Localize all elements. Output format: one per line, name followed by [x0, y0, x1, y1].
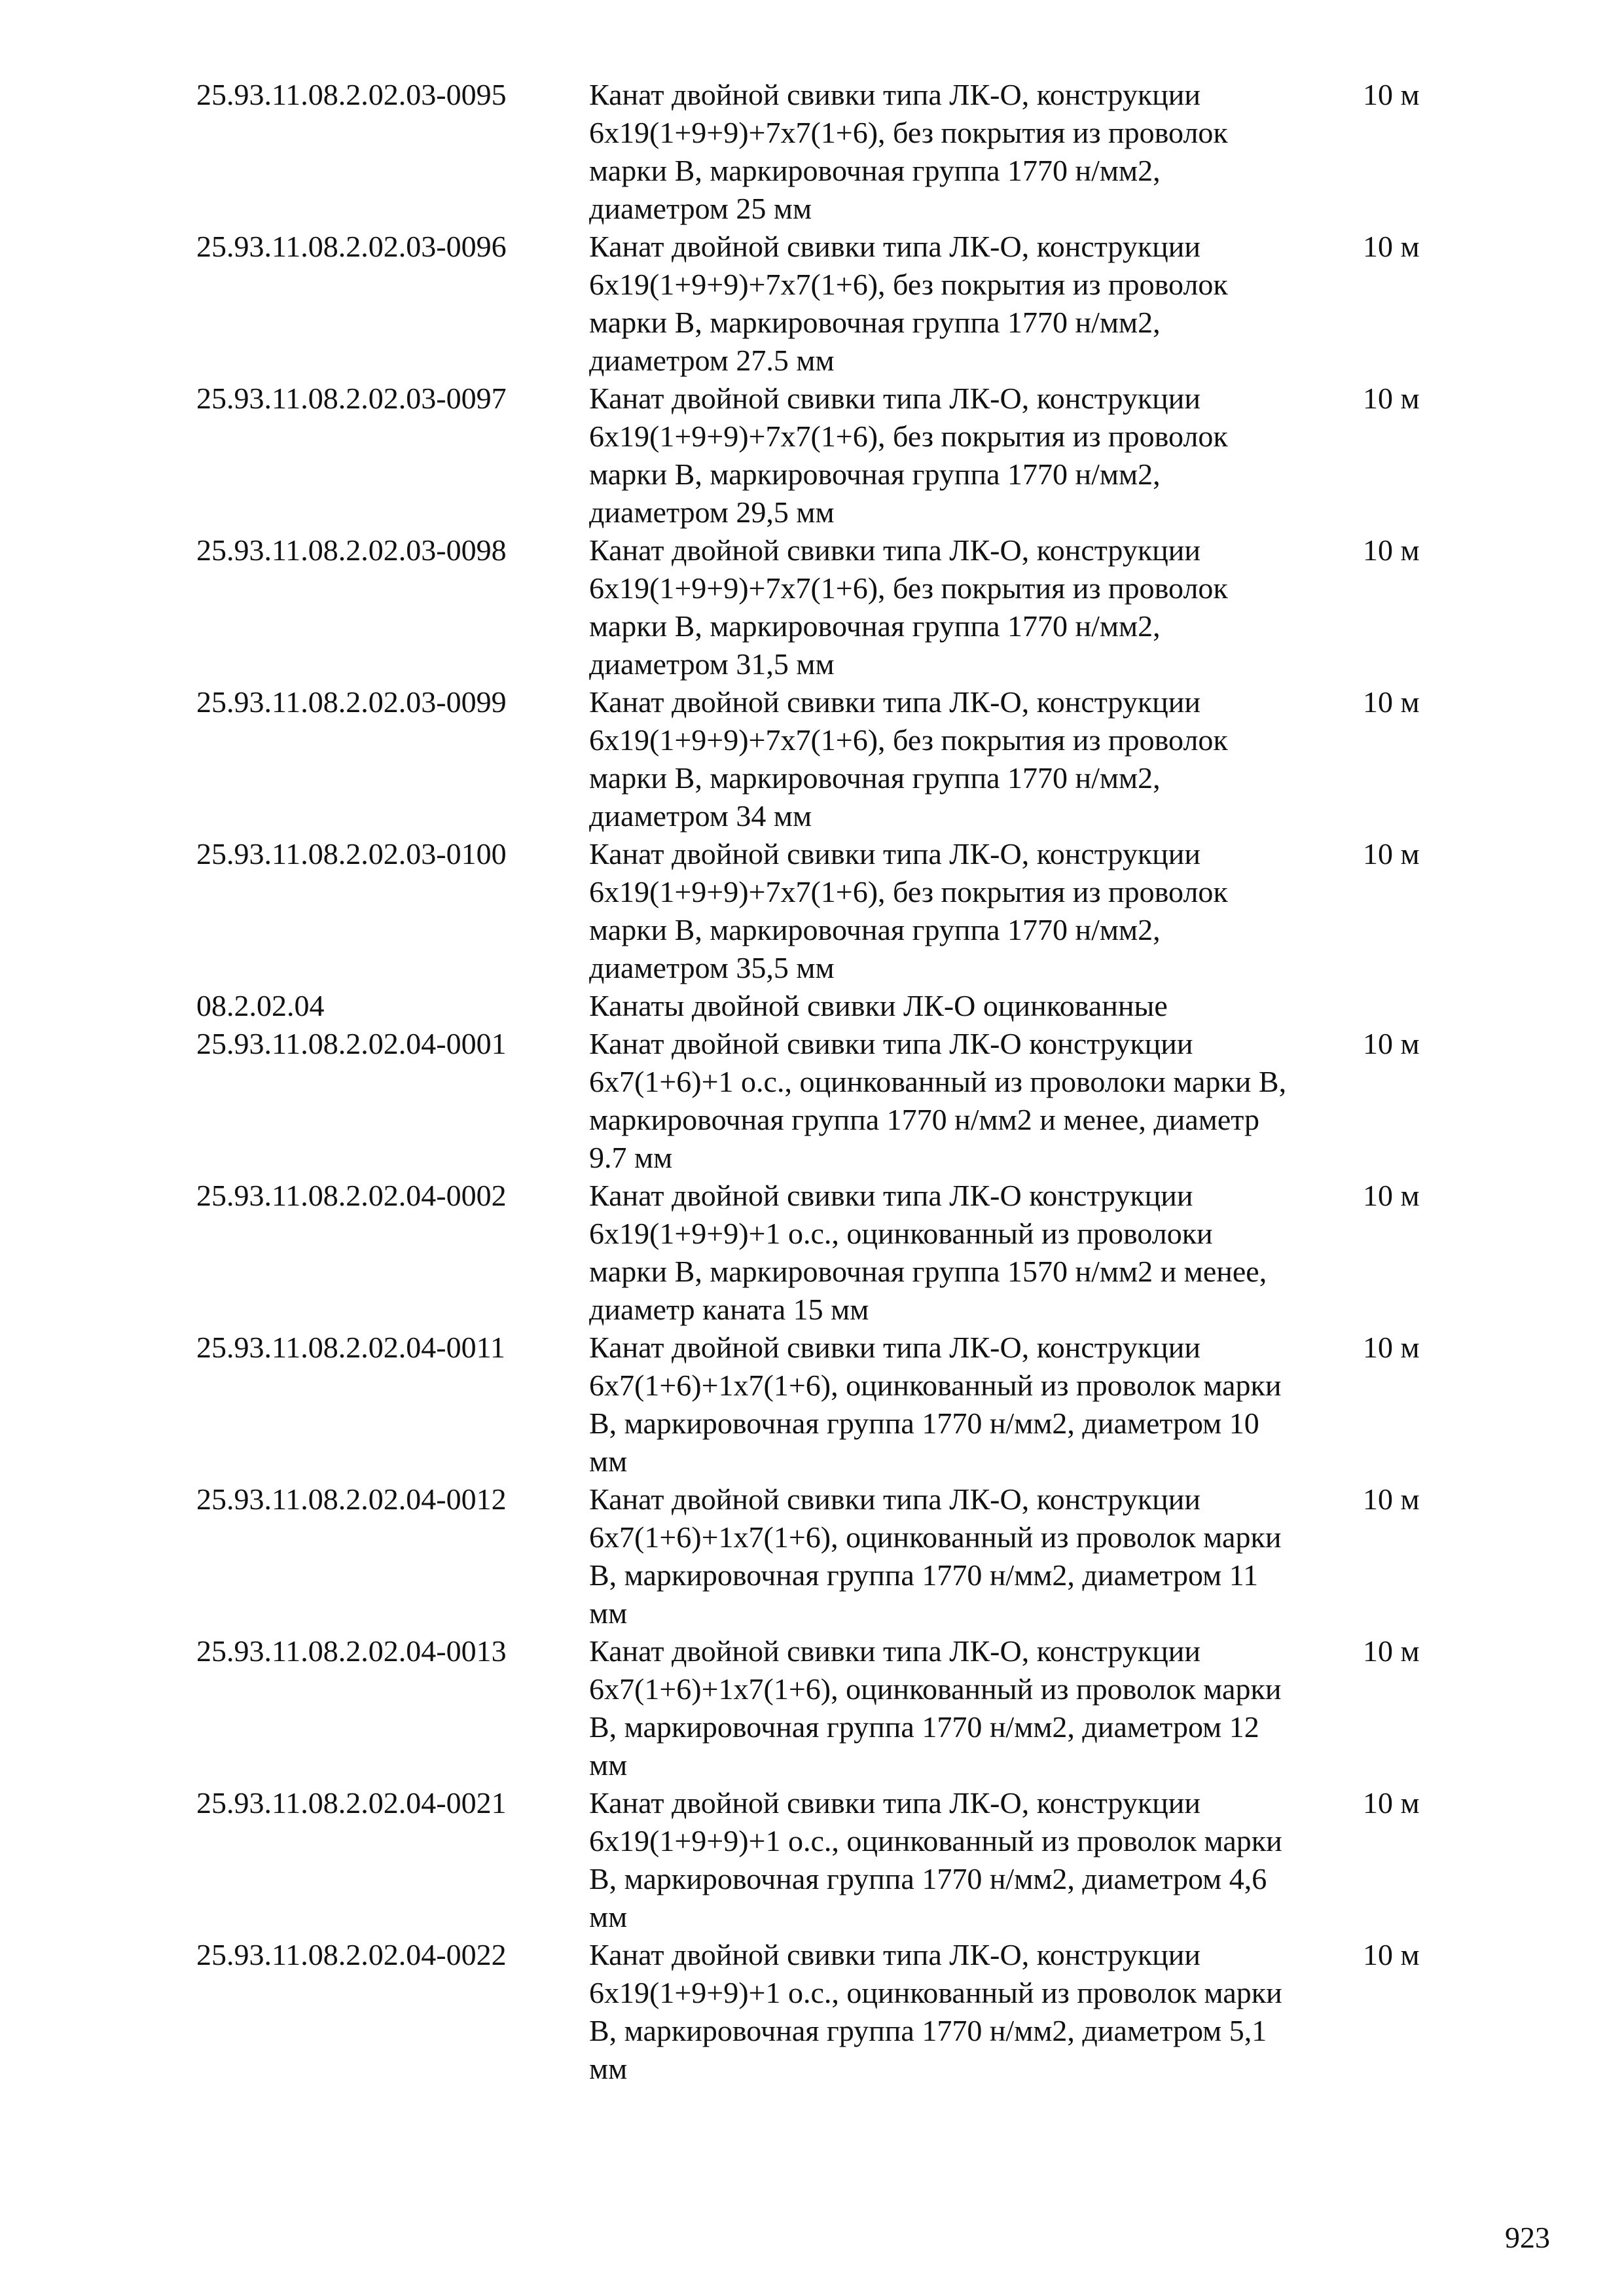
description-line: Канат двойной свивки типа ЛК-О, конструкции — [589, 1331, 1201, 1364]
entry-code: 25.93.11.08.2.02.04-0013 — [196, 1634, 507, 1668]
catalog-entry — [196, 76, 1440, 228]
description-line: 6х19(1+9+9)+7х7(1+6), без покрытия из проволок — [589, 723, 1228, 757]
entry-code: 25.93.11.08.2.02.04-0021 — [196, 1786, 507, 1820]
entry-code: 25.93.11.08.2.02.03-0099 — [196, 685, 507, 719]
entry-description — [589, 76, 1351, 228]
description-line: Канат двойной свивки типа ЛК-О, конструкции — [589, 533, 1201, 567]
description-line: Канат двойной свивки типа ЛК-О, конструкции — [589, 230, 1201, 263]
description-line: марки В, маркировочная группа 1770 н/мм2, — [589, 154, 1161, 187]
entry-code: 25.93.11.08.2.02.04-0002 — [196, 1179, 507, 1212]
description-line: Канат двойной свивки типа ЛК-О, конструкции — [589, 1938, 1201, 1971]
description-line: мм — [589, 1596, 628, 1630]
description-line: Канат двойной свивки типа ЛК-О, конструкции — [589, 1482, 1201, 1516]
description-line: В, маркировочная группа 1770 н/мм2, диаметром 10 — [589, 1407, 1259, 1440]
entry-unit: 10 м — [1363, 78, 1420, 111]
entry-code: 25.93.11.08.2.02.04-0001 — [196, 1027, 507, 1060]
entry-description — [589, 1025, 1351, 1177]
description-line: 9.7 мм — [589, 1141, 673, 1174]
entry-code: 25.93.11.08.2.02.03-0096 — [196, 230, 507, 263]
description-line: диаметром 25 мм — [589, 192, 812, 225]
description-line: мм — [589, 2052, 628, 2085]
section-heading — [196, 987, 1440, 1025]
entry-unit: 10 м — [1363, 382, 1420, 415]
description-line: 6х19(1+9+9)+1 о.с., оцинкованный из проволоки — [589, 1217, 1213, 1250]
entry-unit: 10 м — [1363, 1938, 1420, 1971]
description-line: 6х19(1+9+9)+1 о.с., оцинкованный из проволок марки — [589, 1824, 1282, 1857]
description-line: марки В, маркировочная группа 1570 н/мм2 и менее, — [589, 1255, 1267, 1288]
catalog-entry — [196, 1936, 1440, 2088]
description-line: Канат двойной свивки типа ЛК-О, конструкции — [589, 1634, 1201, 1668]
description-line: диаметром 31,5 мм — [589, 647, 835, 681]
catalog-entry — [196, 1025, 1440, 1177]
entry-unit: 10 м — [1363, 1331, 1420, 1364]
description-line: марки В, маркировочная группа 1770 н/мм2, — [589, 609, 1161, 643]
description-line: марки В, маркировочная группа 1770 н/мм2, — [589, 761, 1161, 795]
entry-code: 25.93.11.08.2.02.03-0095 — [196, 78, 507, 111]
description-line: диаметром 35,5 мм — [589, 951, 835, 984]
catalog-entry — [196, 835, 1440, 987]
description-line: маркировочная группа 1770 н/мм2 и менее, диаметр — [589, 1103, 1259, 1136]
catalog-entries — [196, 76, 1440, 2088]
entry-code: 08.2.02.04 — [196, 989, 325, 1022]
description-line: 6х7(1+6)+1х7(1+6), оцинкованный из проволок марки — [589, 1672, 1282, 1706]
entry-unit: 10 м — [1363, 685, 1420, 719]
entry-description — [589, 380, 1351, 531]
description-line: диаметр каната 15 мм — [589, 1293, 869, 1326]
entry-description — [589, 1480, 1351, 1632]
entry-description — [589, 987, 1351, 1025]
description-line: диаметром 34 мм — [589, 799, 812, 833]
entry-description — [589, 228, 1351, 380]
description-line: В, маркировочная группа 1770 н/мм2, диаметром 11 — [589, 1558, 1259, 1592]
description-line: Канат двойной свивки типа ЛК-О, конструкции — [589, 837, 1201, 870]
entry-unit: 10 м — [1363, 1786, 1420, 1820]
description-line: 6х19(1+9+9)+7х7(1+6), без покрытия из проволок — [589, 875, 1228, 908]
description-line: 6х7(1+6)+1 о.с., оцинкованный из проволоки марки В, — [589, 1065, 1287, 1098]
catalog-entry — [196, 1329, 1440, 1480]
entry-description — [589, 1177, 1351, 1329]
catalog-entry — [196, 1480, 1440, 1632]
entry-unit: 10 м — [1363, 1634, 1420, 1668]
description-line: Канат двойной свивки типа ЛК-О, конструкции — [589, 1786, 1201, 1820]
entry-description — [589, 835, 1351, 987]
entry-description — [589, 1632, 1351, 1784]
description-line: 6х19(1+9+9)+7х7(1+6), без покрытия из проволок — [589, 571, 1228, 605]
catalog-entry — [196, 380, 1440, 531]
entry-description — [589, 1329, 1351, 1480]
description-line: Канат двойной свивки типа ЛК-О, конструкции — [589, 685, 1201, 719]
entry-unit: 10 м — [1363, 230, 1420, 263]
description-line: 6х19(1+9+9)+7х7(1+6), без покрытия из проволок — [589, 116, 1228, 149]
entry-unit: 10 м — [1363, 1027, 1420, 1060]
description-line: Канат двойной свивки типа ЛК-О конструкции — [589, 1027, 1193, 1060]
description-line: Канат двойной свивки типа ЛК-О конструкции — [589, 1179, 1193, 1212]
description-line: В, маркировочная группа 1770 н/мм2, диаметром 5,1 — [589, 2014, 1267, 2047]
entry-code: 25.93.11.08.2.02.04-0012 — [196, 1482, 507, 1516]
description-line: В, маркировочная группа 1770 н/мм2, диаметром 12 — [589, 1710, 1259, 1744]
entry-unit: 10 м — [1363, 837, 1420, 870]
description-line: 6х7(1+6)+1х7(1+6), оцинкованный из проволок марки — [589, 1369, 1282, 1402]
description-line: 6х19(1+9+9)+7х7(1+6), без покрытия из проволок — [589, 420, 1228, 453]
catalog-entry — [196, 1632, 1440, 1784]
entry-unit: 10 м — [1363, 533, 1420, 567]
description-line: 6х19(1+9+9)+1 о.с., оцинкованный из проволок марки — [589, 1976, 1282, 2009]
description-line: Канат двойной свивки типа ЛК-О, конструкции — [589, 382, 1201, 415]
entry-description — [589, 1936, 1351, 2088]
entry-code: 25.93.11.08.2.02.03-0100 — [196, 837, 507, 870]
entry-description — [589, 1784, 1351, 1936]
catalog-entry — [196, 228, 1440, 380]
entry-description — [589, 531, 1351, 683]
entry-unit: 10 м — [1363, 1179, 1420, 1212]
description-line: марки В, маркировочная группа 1770 н/мм2, — [589, 306, 1161, 339]
description-line: Канат двойной свивки типа ЛК-О, конструкции — [589, 78, 1201, 111]
catalog-entry — [196, 531, 1440, 683]
catalog-entry — [196, 1177, 1440, 1329]
entry-code: 25.93.11.08.2.02.03-0098 — [196, 533, 507, 567]
page-number: 923 — [1505, 2221, 1550, 2254]
entry-unit: 10 м — [1363, 1482, 1420, 1516]
description-line: мм — [589, 1444, 628, 1478]
entry-description — [589, 683, 1351, 835]
description-line: диаметром 27.5 мм — [589, 344, 835, 377]
description-line: диаметром 29,5 мм — [589, 495, 835, 529]
description-line: В, маркировочная группа 1770 н/мм2, диаметром 4,6 — [589, 1862, 1267, 1895]
description-line: Канаты двойной свивки ЛК-О оцинкованные — [589, 989, 1168, 1022]
description-line: 6х7(1+6)+1х7(1+6), оцинкованный из проволок марки — [589, 1520, 1282, 1554]
description-line: марки В, маркировочная группа 1770 н/мм2, — [589, 457, 1161, 491]
description-line: мм — [589, 1900, 628, 1933]
entry-code: 25.93.11.08.2.02.04-0022 — [196, 1938, 507, 1971]
entry-code: 25.93.11.08.2.02.04-0011 — [196, 1331, 505, 1364]
description-line: марки В, маркировочная группа 1770 н/мм2, — [589, 913, 1161, 946]
entry-code: 25.93.11.08.2.02.03-0097 — [196, 382, 507, 415]
description-line: 6х19(1+9+9)+7х7(1+6), без покрытия из проволок — [589, 268, 1228, 301]
catalog-entry — [196, 683, 1440, 835]
description-line: мм — [589, 1748, 628, 1782]
catalog-entry — [196, 1784, 1440, 1936]
